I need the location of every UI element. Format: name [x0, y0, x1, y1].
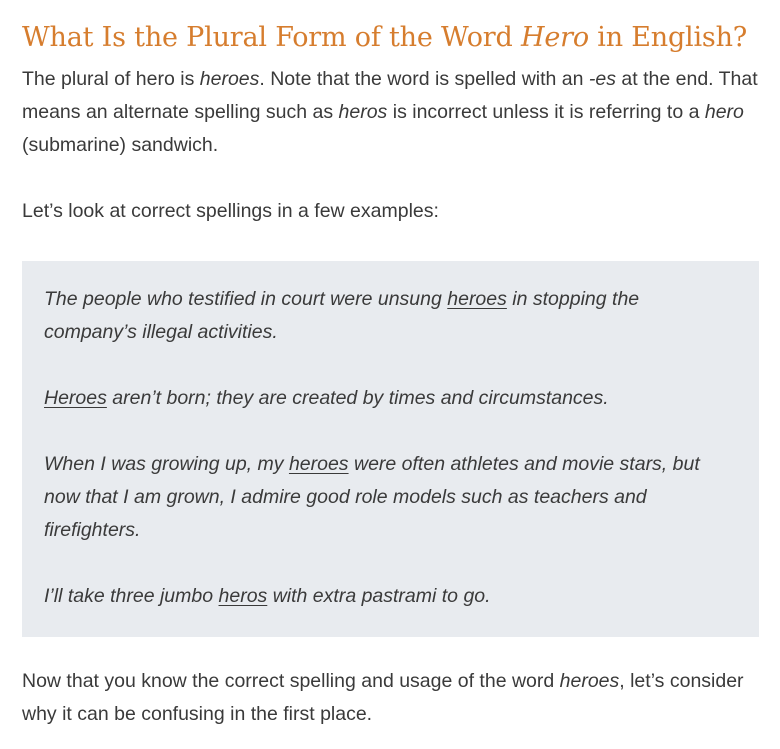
intro-emphasis-heros: heros: [338, 101, 388, 123]
example-underlined-word: heroes: [288, 453, 349, 475]
intro-emphasis-es: -es: [588, 68, 616, 90]
example-underlined-word: heroes: [447, 288, 507, 310]
heading-text-emphasis: Hero: [520, 22, 589, 53]
example-sentence: [44, 382, 737, 415]
closing-text-1: Now that you know the correct spelling and usage of the word: [22, 670, 560, 692]
heading-text-pre: What Is the Plural Form of the Word: [22, 22, 521, 53]
closing-paragraph: [22, 665, 758, 731]
closing-emphasis-heroes: heroes: [559, 670, 620, 692]
example-text-pre: The people who testified in court were unsung: [44, 288, 448, 310]
example-text-post: with extra pastrami to go.: [267, 585, 491, 607]
example-text-post: were often athletes and movie stars, but now that I am grown, I admire good role models such as teachers and firefighters.: [44, 453, 700, 541]
intro-text-1: The plural of hero is: [22, 68, 200, 90]
intro-text-4: is incorrect unless it is referring to a: [387, 101, 705, 123]
closing-text-2: , let’s consider why it can be confusing in the first place.: [22, 670, 744, 725]
example-underlined-word: Heroes: [44, 387, 107, 409]
intro-paragraph: [22, 63, 758, 162]
section-heading: [22, 0, 758, 56]
example-underlined-word: heros: [218, 585, 268, 607]
example-text-post: aren’t born; they are created by times and circumstances.: [106, 387, 609, 409]
example-text-pre: When I was growing up, my: [44, 453, 289, 475]
heading-text-post: in English?: [588, 22, 748, 53]
example-sentence: [44, 283, 737, 349]
intro-text-3: at the end. That means an alternate spelling such as: [22, 68, 758, 123]
example-sentence: [44, 580, 737, 613]
intro-emphasis-hero: hero: [704, 101, 744, 123]
example-text-post: in stopping the company’s illegal activities.: [44, 288, 640, 343]
example-text-pre: I’ll take three jumbo: [44, 585, 219, 607]
intro-text-2: . Note that the word is spelled with an: [259, 68, 589, 90]
examples-callout: [22, 261, 759, 637]
intro-text-5: (submarine) sandwich.: [22, 134, 219, 156]
example-sentence: [44, 448, 737, 547]
intro-emphasis-heroes: heroes: [199, 68, 260, 90]
lead-paragraph: Let’s look at correct spellings in a few examples:: [22, 200, 439, 222]
